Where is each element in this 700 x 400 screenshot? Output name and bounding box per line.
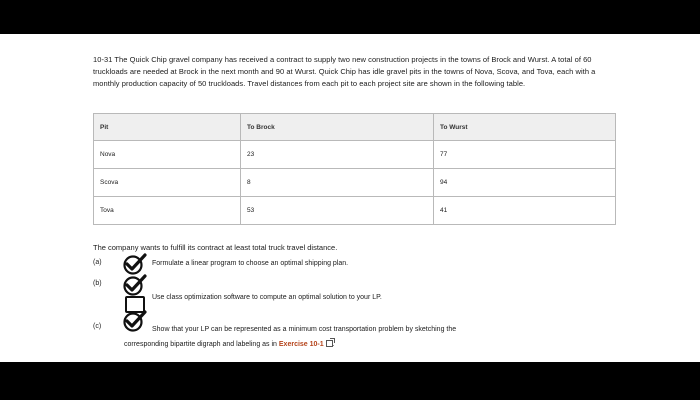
table-row bbox=[94, 197, 616, 225]
cell-pit: Scova bbox=[94, 169, 241, 197]
external-link-icon[interactable] bbox=[326, 340, 333, 347]
distance-table bbox=[93, 113, 616, 225]
cell-brock: 8 bbox=[241, 169, 434, 197]
check-circle-icon[interactable] bbox=[121, 310, 147, 332]
item-a-marker: (a) bbox=[93, 259, 102, 266]
problem-statement: 10-31 The Quick Chip gravel company has received a contract to supply two new construction projects in the towns of Brock and Wurst. A total of 60 truckloads are needed at Brock in the next month and 90 at Wurst. Quick Chip has idle gravel pits in the towns of Nova, Scova, and Tova, each with a monthly production capacity of 50 truckloads. Travel distances from each pit to each project site are shown in the following table. bbox=[93, 55, 596, 88]
header-to-wurst: To Wurst bbox=[434, 114, 616, 141]
cell-brock: 23 bbox=[241, 141, 434, 169]
cell-wurst: 41 bbox=[434, 197, 616, 225]
item-b-marker: (b) bbox=[93, 280, 102, 287]
item-c-marker: (c) bbox=[93, 323, 102, 330]
header-to-brock: To Brock bbox=[241, 114, 434, 141]
document-page bbox=[0, 34, 700, 362]
table-row bbox=[94, 141, 616, 169]
exercise-link[interactable]: Exercise 10-1 bbox=[278, 341, 324, 348]
cell-brock: 53 bbox=[241, 197, 434, 225]
table-header-row bbox=[94, 114, 616, 141]
table-row bbox=[94, 169, 616, 197]
item-a-text: Formulate a linear program to choose an optimal shipping plan. bbox=[152, 260, 349, 267]
check-circle-icon[interactable] bbox=[121, 253, 147, 275]
item-c-text-prefix: corresponding bipartite digraph and labeling as in bbox=[124, 341, 277, 348]
cell-pit: Nova bbox=[94, 141, 241, 169]
item-b-text: Use class optimization software to compute an optimal solution to your LP. bbox=[152, 294, 382, 301]
check-circle-icon[interactable] bbox=[121, 274, 147, 296]
cell-wurst: 77 bbox=[434, 141, 616, 169]
cell-wurst: 94 bbox=[434, 169, 616, 197]
task-intro: The company wants to fulfill its contract at least total truck travel distance. bbox=[93, 243, 338, 252]
item-c-text-line2 bbox=[124, 339, 335, 351]
item-c-text-suffix: . bbox=[332, 341, 335, 348]
header-pit: Pit bbox=[94, 114, 241, 141]
item-c-text-line1: Show that your LP can be represented as a minimum cost transportation problem by sketching the bbox=[152, 326, 457, 333]
cell-pit: Tova bbox=[94, 197, 241, 225]
